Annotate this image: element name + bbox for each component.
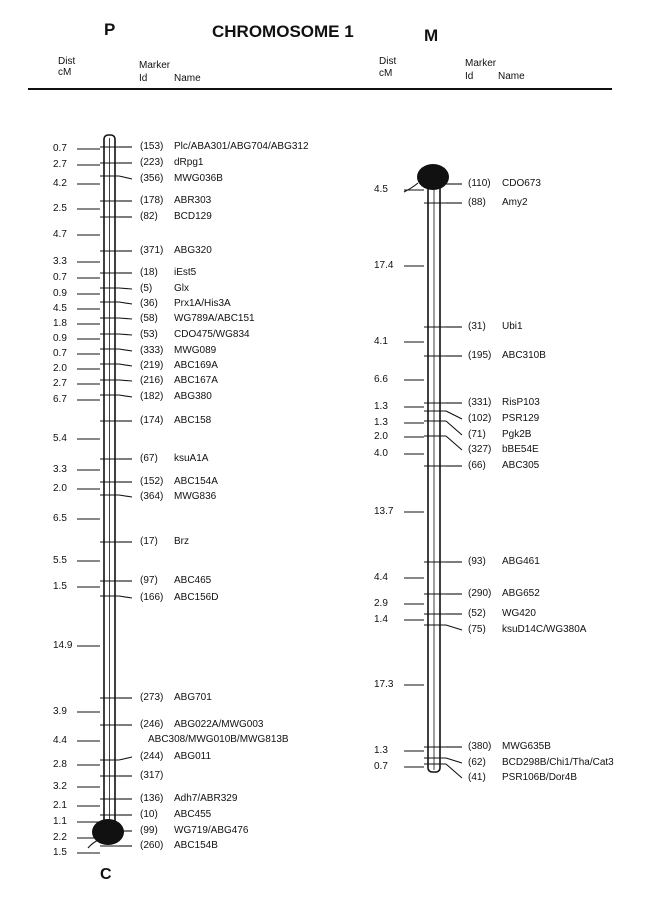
p-marker-leader — [119, 176, 132, 179]
p-marker-leader — [119, 395, 132, 397]
p-marker-id: (219) — [140, 360, 164, 371]
p-marker-leader — [119, 596, 132, 598]
p-distance-label: 3.2 — [53, 781, 67, 792]
p-marker-name: MWG036B — [174, 173, 223, 184]
p-marker-id: (99) — [140, 825, 158, 836]
p-distance-label: 4.5 — [53, 303, 67, 314]
m-marker-id: (327) — [468, 444, 492, 455]
m-marker-name: ABG461 — [502, 556, 540, 567]
m-marker-name: ABC310B — [502, 350, 546, 361]
p-marker-name: ABC154B — [174, 840, 218, 851]
p-distance-label: 3.9 — [53, 706, 67, 717]
m-marker-name: Amy2 — [502, 197, 528, 208]
p-marker-name: ABC158 — [174, 415, 212, 426]
p-marker-leader — [119, 364, 132, 366]
m-marker-name: ABG652 — [502, 588, 540, 599]
m-distance-label: 4.5 — [374, 184, 388, 195]
p-marker-name: dRpg1 — [174, 157, 204, 168]
p-marker-name: ABC455 — [174, 809, 212, 820]
p-marker-id: (216) — [140, 375, 164, 386]
m-marker-name: bBE54E — [502, 444, 539, 455]
p-marker-id: (97) — [140, 575, 158, 586]
m-distance-label: 0.7 — [374, 761, 388, 772]
p-marker-id: (223) — [140, 157, 164, 168]
m-marker-leader — [446, 436, 462, 450]
p-marker-name: CDO475/WG834 — [174, 329, 250, 340]
p-marker-id: (18) — [140, 267, 158, 278]
p-marker-name: Glx — [174, 283, 189, 294]
p-marker-name: ABC167A — [174, 375, 218, 386]
m-marker-id: (195) — [468, 350, 492, 361]
p-marker-name: ABG380 — [174, 391, 212, 402]
m-marker-id: (102) — [468, 413, 492, 424]
chromosome-m-label: M — [424, 26, 439, 45]
p-marker-id: (82) — [140, 211, 158, 222]
m-distance-label: 1.4 — [374, 614, 388, 625]
m-marker-id: (93) — [468, 556, 486, 567]
p-marker-name: ABC156D — [174, 592, 219, 603]
p-distance-label: 2.1 — [53, 800, 67, 811]
p-marker-id: (317) — [140, 770, 164, 781]
p-marker-id: (152) — [140, 476, 164, 487]
p-distance-label: 1.5 — [53, 581, 67, 592]
p-distance-label: 2.2 — [53, 832, 67, 843]
p-id-header: Id — [139, 73, 148, 84]
m-marker-name: BCD298B/Chi1/Tha/Cat3 — [502, 757, 614, 768]
m-marker-id: (380) — [468, 741, 492, 752]
p-distance-label: 0.7 — [53, 143, 67, 154]
m-marker-id: (31) — [468, 321, 486, 332]
p-marker-id: (364) — [140, 491, 164, 502]
m-marker-header: Marker — [465, 58, 497, 69]
p-marker-name: MWG089 — [174, 345, 217, 356]
m-name-header: Name — [498, 71, 525, 82]
page-title: CHROMOSOME 1 — [212, 22, 354, 41]
p-distance-label: 5.5 — [53, 555, 67, 566]
m-marker-name: ksuD14C/WG380A — [502, 624, 587, 635]
p-marker-id: (260) — [140, 840, 164, 851]
m-marker-id: (75) — [468, 624, 486, 635]
p-marker-id: (166) — [140, 592, 164, 603]
p-marker-id: (244) — [140, 751, 164, 762]
p-marker-name: ABC465 — [174, 575, 212, 586]
p-marker-id: (53) — [140, 329, 158, 340]
p-marker-leader — [119, 334, 132, 335]
p-marker-name: MWG836 — [174, 491, 217, 502]
p-marker-id: (178) — [140, 195, 164, 206]
p-distance-label: 3.3 — [53, 464, 67, 475]
p-marker-id: (153) — [140, 141, 164, 152]
p-marker-name: ABR303 — [174, 195, 212, 206]
p-marker-name: ABG701 — [174, 692, 212, 703]
p-distance-label: 0.7 — [53, 272, 67, 283]
m-marker-leader — [446, 625, 462, 630]
p-name-header: Name — [174, 73, 201, 84]
p-distance-label: 4.2 — [53, 178, 67, 189]
m-marker-id: (41) — [468, 772, 486, 783]
p-marker-id: (58) — [140, 313, 158, 324]
m-distance-label: 4.0 — [374, 448, 388, 459]
p-distance-label: 0.7 — [53, 348, 67, 359]
p-marker-name: ABG022A/MWG003 — [174, 719, 264, 730]
p-marker-name: ksuA1A — [174, 453, 209, 464]
m-distance-label: 1.3 — [374, 401, 388, 412]
p-marker-name: ABC308/MWG010B/MWG813B — [148, 734, 289, 745]
p-distance-label: 1.1 — [53, 816, 67, 827]
p-marker-name: WG719/ABG476 — [174, 825, 249, 836]
m-marker-name: CDO673 — [502, 178, 541, 189]
m-distance-label: 1.3 — [374, 417, 388, 428]
p-marker-id: (36) — [140, 298, 158, 309]
p-marker-id: (10) — [140, 809, 158, 820]
p-distance-label: 2.5 — [53, 203, 67, 214]
p-marker-name: ABG320 — [174, 245, 212, 256]
p-marker-name: iEst5 — [174, 267, 197, 278]
m-distance-label: 4.1 — [374, 336, 388, 347]
p-marker-name: ABC169A — [174, 360, 218, 371]
p-marker-leader — [119, 380, 132, 381]
p-marker-id: (5) — [140, 283, 153, 294]
p-marker-name: WG789A/ABC151 — [174, 313, 255, 324]
p-marker-name: ABG011 — [174, 751, 212, 762]
p-marker-id: (182) — [140, 391, 164, 402]
m-marker-name: WG420 — [502, 608, 536, 619]
m-marker-name: RisP103 — [502, 397, 540, 408]
p-marker-leader — [119, 495, 132, 497]
p-distance-label: 5.4 — [53, 433, 67, 444]
p-marker-leader — [119, 288, 132, 289]
m-distance-label: 13.7 — [374, 506, 394, 517]
chromosome-m — [404, 164, 449, 772]
p-distance-label: 4.7 — [53, 229, 67, 240]
p-distance-label: 2.8 — [53, 759, 67, 770]
m-marker-id: (62) — [468, 757, 486, 768]
p-marker-id: (17) — [140, 536, 158, 547]
p-marker-id: (356) — [140, 173, 164, 184]
m-distance-label: 6.6 — [374, 374, 388, 385]
p-marker-name: Prx1A/His3A — [174, 298, 231, 309]
m-distance-label: 4.4 — [374, 572, 388, 583]
p-marker-leader — [119, 757, 132, 760]
chromosome-p-label: P — [104, 20, 116, 39]
p-distance-label: 2.0 — [53, 363, 67, 374]
p-distance-label: 0.9 — [53, 333, 67, 344]
p-marker-name: BCD129 — [174, 211, 212, 222]
p-marker-leader — [119, 302, 132, 304]
p-marker-id: (371) — [140, 245, 164, 256]
p-distance-label: 1.8 — [53, 318, 67, 329]
m-marker-leader — [446, 764, 462, 778]
p-marker-id: (273) — [140, 692, 164, 703]
m-cm-header: cM — [379, 68, 393, 79]
p-marker-name: Plc/ABA301/ABG704/ABG312 — [174, 141, 309, 152]
p-marker-id: (333) — [140, 345, 164, 356]
chromosome-p-bottom-label: C — [100, 866, 112, 883]
m-marker-id: (52) — [468, 608, 486, 619]
chromosome-m-top-tick — [404, 183, 418, 192]
p-marker-id: (174) — [140, 415, 164, 426]
p-distance-label: 2.0 — [53, 483, 67, 494]
p-marker-header: Marker — [139, 60, 171, 71]
p-distance-label: 1.5 — [53, 847, 67, 858]
p-marker-id: (67) — [140, 453, 158, 464]
m-marker-id: (71) — [468, 429, 486, 440]
p-marker-name: Adh7/ABR329 — [174, 793, 238, 804]
p-distance-label: 14.9 — [53, 640, 73, 651]
p-marker-leader — [119, 349, 132, 351]
m-id-header: Id — [465, 71, 474, 82]
p-marker-id: (136) — [140, 793, 164, 804]
m-marker-name: Ubi1 — [502, 321, 523, 332]
p-cm-header: cM — [58, 67, 72, 78]
m-marker-id: (290) — [468, 588, 492, 599]
m-marker-id: (66) — [468, 460, 486, 471]
m-marker-name: PSR106B/Dor4B — [502, 772, 578, 783]
chromosome-p-end-tick — [88, 839, 100, 848]
p-marker-name: ABC154A — [174, 476, 218, 487]
p-marker-id: (246) — [140, 719, 164, 730]
m-distance-label: 17.3 — [374, 679, 394, 690]
p-distance-label: 6.5 — [53, 513, 67, 524]
m-marker-name: ABC305 — [502, 460, 540, 471]
m-marker-id: (110) — [468, 178, 491, 189]
p-distance-label: 0.9 — [53, 288, 67, 299]
p-marker-name: Brz — [174, 536, 189, 547]
m-marker-name: Pgk2B — [502, 429, 532, 440]
m-marker-leader — [446, 758, 462, 763]
m-distance-label: 1.3 — [374, 745, 388, 756]
p-distance-label: 3.3 — [53, 256, 67, 267]
m-marker-name: PSR129 — [502, 413, 540, 424]
p-dist-header: Dist — [58, 56, 76, 67]
m-distance-label: 17.4 — [374, 260, 394, 271]
m-dist-header: Dist — [379, 56, 397, 67]
p-distance-label: 4.4 — [53, 735, 67, 746]
m-marker-id: (331) — [468, 397, 492, 408]
m-distance-label: 2.9 — [374, 598, 388, 609]
m-marker-leader — [446, 421, 462, 435]
chromosome-m-centromere — [417, 164, 449, 190]
m-marker-name: MWG635B — [502, 741, 551, 752]
p-marker-leader — [119, 318, 132, 319]
m-marker-id: (88) — [468, 197, 486, 208]
p-distance-label: 2.7 — [53, 378, 67, 389]
p-distance-label: 6.7 — [53, 394, 67, 405]
p-distance-label: 2.7 — [53, 159, 67, 170]
m-marker-leader — [446, 411, 462, 419]
m-distance-label: 2.0 — [374, 431, 388, 442]
